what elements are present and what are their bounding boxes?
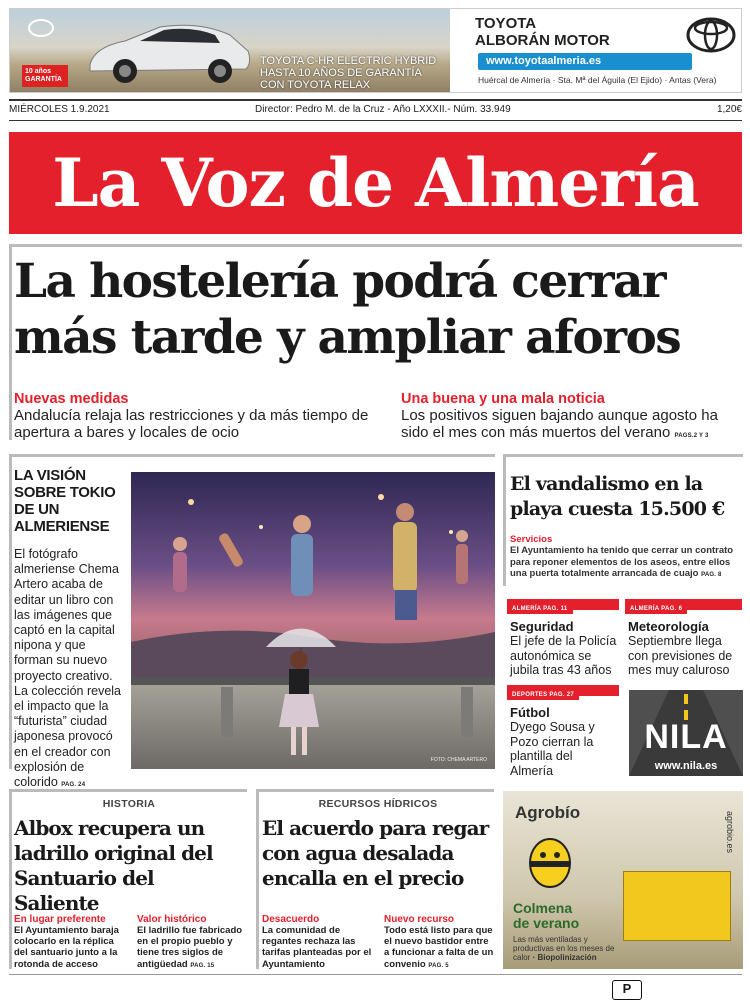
- headline-line: La hostelería podrá cerrar: [14, 254, 665, 309]
- ad-tagline-line: CON TOYOTA RELAX: [260, 79, 371, 91]
- bee-mascot-icon: [525, 831, 575, 891]
- page-ref: PAG. 24: [61, 782, 86, 789]
- kicker: Valor histórico: [137, 914, 207, 925]
- brief-body: Septiembre llega con previsiones de mes muy caluroso: [628, 634, 733, 677]
- page-ref: PAG. 5: [428, 962, 449, 969]
- ad-tagline-line: HASTA 10 AÑOS DE GARANTÍA: [260, 67, 422, 79]
- ad-text-tail: · Biopolinización: [532, 953, 597, 962]
- brief-body: El jefe de la Policía autonómica se jubila tras 43 años: [510, 634, 617, 677]
- issue-price: 1,20€: [716, 104, 742, 115]
- warranty-badge: 10 años GARANTÍA: [22, 65, 68, 87]
- kicker: Nuevas medidas: [14, 391, 129, 407]
- ad-url-link[interactable]: www.toyotaalmeria.es: [478, 53, 692, 70]
- divider: [9, 789, 12, 969]
- ad-text: [513, 935, 623, 962]
- ad-tagline: [260, 55, 436, 91]
- car-image: [80, 17, 255, 87]
- agrobio-logo: Agrobío: [515, 803, 581, 822]
- kicker: Servicios: [510, 534, 553, 545]
- story-headline: LA VISIÓN SOBRE TOKIO DE UN ALMERIENSE: [14, 467, 116, 535]
- ad-headline-line: de verano: [513, 915, 580, 931]
- story-headline: El acuerdo para regar con agua desalada encalla en el precio: [262, 816, 489, 890]
- sub-body: [137, 925, 249, 972]
- dealer-name: [475, 15, 610, 49]
- historia-sub-2: [137, 914, 249, 972]
- ad-headline: [513, 901, 579, 931]
- ad-headline-line: Colmena: [513, 900, 573, 916]
- agrobio-ad[interactable]: [503, 791, 743, 969]
- recursos-sub-1: [262, 914, 374, 970]
- section-tag: ALMERÍA PAG. 6: [625, 604, 687, 614]
- brief-title: Fútbol: [510, 705, 550, 720]
- kicker: Nuevo recurso: [384, 914, 455, 925]
- agrobio-url: agrobio.es: [725, 811, 735, 854]
- section-label: RECURSOS HÍDRICOS: [318, 798, 438, 810]
- nila-logo: NILA: [644, 718, 728, 756]
- section-tag: ALMERÍA PAG. 11: [507, 604, 573, 614]
- ad-photo: [10, 9, 450, 93]
- sub-body: [384, 925, 496, 972]
- publisher-logo-icon: [612, 980, 642, 1000]
- dealer-label: ALBORÁN MOTOR: [475, 32, 610, 49]
- divider: [9, 454, 495, 457]
- sub-text: Todo está listo para que el nuevo bastidor entre a funcionar a falta de un convenio: [384, 925, 494, 970]
- divider: [9, 244, 12, 440]
- toyota-logo-icon: [686, 17, 736, 53]
- divider: [9, 789, 247, 792]
- story-body: [510, 545, 742, 582]
- beehive-image: [623, 871, 731, 941]
- sub-text: El ladrillo fue fabricado en el propio pueblo y tiene tres siglos de antigüedad: [137, 925, 243, 970]
- vision-story[interactable]: [14, 467, 122, 793]
- divider: [503, 454, 743, 457]
- page-ref: PAG. 8: [701, 572, 722, 578]
- dealer-locations: Huércal de Almería · Sta. Mª del Águila (El Ejido) · Antas (Vera): [478, 75, 717, 85]
- tokyo-photo[interactable]: [131, 472, 495, 769]
- ad-text-body: Las más ventiladas y productivas en los meses de calor: [513, 935, 615, 962]
- kicker: Una buena y una mala noticia: [401, 391, 605, 407]
- issue-date: MIÉRCOLES 1.9.2021: [9, 104, 110, 115]
- divider: [9, 454, 12, 769]
- masthead: [9, 132, 742, 234]
- subhead-text: [401, 407, 741, 445]
- historia-story[interactable]: [14, 798, 244, 916]
- brief-futbol[interactable]: [507, 683, 610, 778]
- brief-meteorologia[interactable]: [625, 597, 744, 678]
- divider: [9, 974, 742, 975]
- divider: [9, 99, 742, 101]
- lead-subitem-left[interactable]: [14, 391, 374, 441]
- story-headline: Albox recupera un ladrillo original del Santuario del Saliente: [14, 816, 213, 915]
- divider: [256, 789, 494, 792]
- brief-title: Seguridad: [510, 619, 574, 634]
- divider: [9, 244, 742, 247]
- divider: [9, 120, 742, 121]
- advertisement-banner[interactable]: [9, 8, 742, 93]
- story-headline: El vandalismo en la playa cuesta 15.500 €: [510, 473, 725, 520]
- brief-body: Dyego Sousa y Pozo cierran la plantilla del Almería: [510, 720, 595, 778]
- story-text: El Ayuntamiento ha tenido que cerrar un contrato para reponer elementos de los aseos, entre ellos una puerta totalmente arrancada de cuajo: [510, 545, 734, 579]
- publisher-logo-text: P: [622, 981, 632, 996]
- brief-seguridad[interactable]: [507, 597, 622, 678]
- page-ref: PAG. 15: [190, 962, 215, 969]
- divider: [503, 454, 506, 586]
- sub-body: El Ayuntamiento baraja colocarlo en la réplica del santuario junto a la rotonda de acceso: [14, 925, 119, 970]
- brand-name: TOYOTA: [475, 15, 537, 32]
- toyota-logo-small-icon: [28, 19, 54, 37]
- brief-title: Meteorología: [628, 619, 709, 634]
- subhead-text: Andalucía relaja las restricciones y da más tiempo de apertura a bares y locales de ocio: [14, 407, 369, 441]
- nila-url: www.nila.es: [654, 760, 718, 772]
- newspaper-title[interactable]: La Voz de Almería: [52, 144, 699, 222]
- lead-subitem-right[interactable]: [401, 391, 741, 445]
- recursos-story[interactable]: [262, 798, 494, 891]
- sub-body: La comunidad de regantes rechaza las tarifas planteadas por el Ayuntamiento: [262, 925, 372, 970]
- photo-credit: FOTO: CHEMA ARTERO: [430, 757, 487, 763]
- ad-tagline-line: TOYOTA C-HR ELECTRIC HYBRID: [260, 55, 437, 67]
- recursos-sub-2: [384, 914, 496, 972]
- headline-line: más tarde y ampliar aforos: [14, 310, 681, 365]
- main-headline[interactable]: [14, 254, 739, 366]
- page-ref: PAGS.2 Y 3: [674, 433, 709, 439]
- historia-sub-1: [14, 914, 126, 970]
- section-tag: DEPORTES PAG. 27: [507, 690, 579, 700]
- subhead-body: Los positivos siguen bajando aunque agosto ha sido el mes con más muertos del verano: [401, 407, 718, 441]
- vandal-story[interactable]: [510, 472, 742, 582]
- director-line: Director: Pedro M. de la Cruz - Año LXXXII.- Núm. 33.949: [255, 104, 511, 115]
- divider: [256, 789, 259, 969]
- story-body: [14, 547, 122, 793]
- kicker: Desacuerdo: [262, 914, 320, 925]
- photo-illustration: [131, 472, 495, 769]
- kicker: En lugar preferente: [14, 914, 106, 925]
- nila-ad[interactable]: [629, 690, 743, 776]
- section-label: HISTORIA: [102, 798, 156, 810]
- story-text: El fotógrafo almeriense Chema Artero acaba de editar un libro con las imágenes que captó en la capital nipona y que forman su nuevo proyecto creativo. La colección revela el impacto que la “futurista” ciudad japonesa provocó en el creador con explosión de colorido: [14, 547, 122, 790]
